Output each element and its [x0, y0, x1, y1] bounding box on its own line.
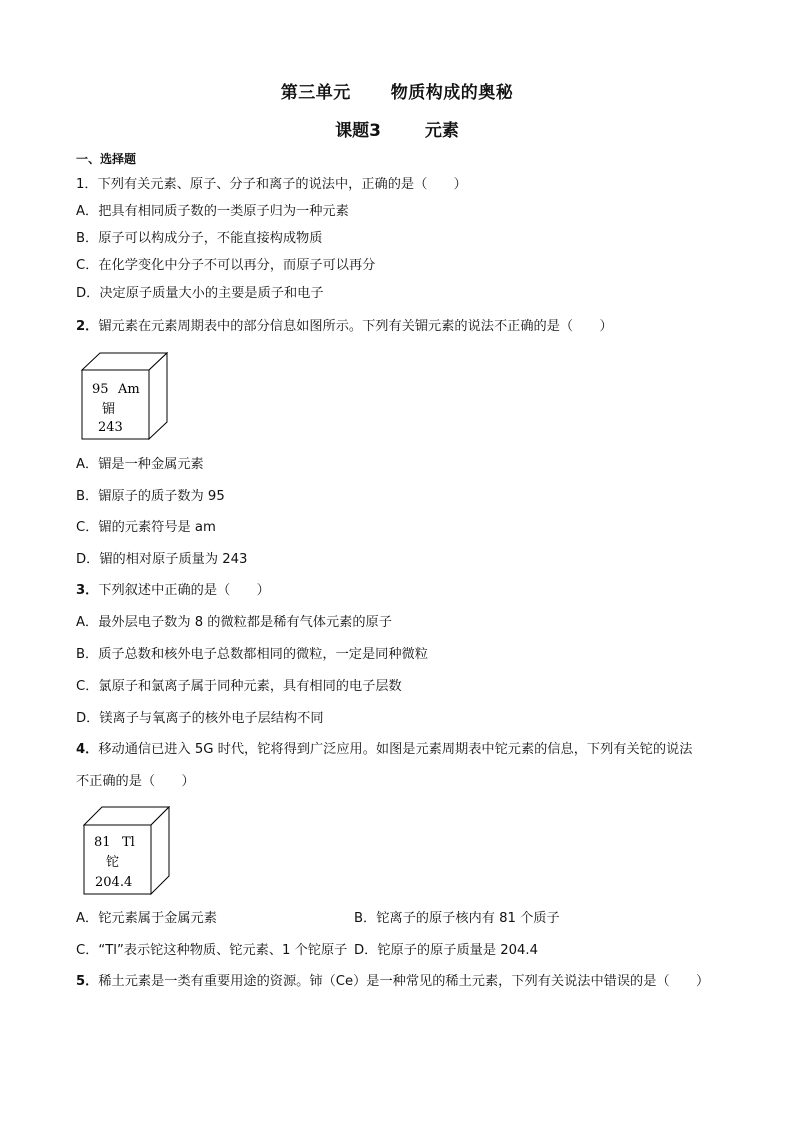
element-tile-cube [82, 806, 172, 896]
q1-option-c: C．在化学变化中分子不可以再分，而原子可以再分 [76, 258, 376, 273]
section-heading: 一、选择题 [76, 152, 137, 166]
q4-text: 移动通信已进入 5G 时代，铊将得到广泛应用。如图是元素周期表中铊元素的信息，下列有关铊的说法 [98, 742, 693, 757]
tile-symbol: Tl [122, 835, 135, 850]
q1-option-d: D．决定原子质量大小的主要是质子和电子 [76, 286, 324, 301]
q4-number: 4． [76, 742, 99, 757]
tile-atomic-mass: 243 [98, 420, 123, 435]
q2-option-a: A．镅是一种金属元素 [76, 457, 204, 472]
tile-element-name: 镅 [102, 402, 116, 417]
tile-atomic-mass: 204.4 [95, 875, 133, 890]
q4-option-d: D．铊原子的原子质量是 204.4 [354, 943, 538, 958]
tile-element-name: 铊 [106, 855, 120, 870]
tile-atomic-number: 81 [94, 835, 111, 850]
q2-stem [76, 318, 613, 336]
unit-name: 物质构成的奥秘 [390, 83, 514, 103]
q1-option-a: A．把具有相同质子数的一类原子归为一种元素 [76, 204, 349, 219]
q2-text: 镅元素在元素周期表中的部分信息如图所示。下列有关镅元素的说法不正确的是（ ） [98, 319, 613, 334]
lesson-name: 元素 [424, 121, 459, 141]
q1-option-b: B．原子可以构成分子，不能直接构成物质 [76, 231, 323, 246]
q5-text: 稀土元素是一类有重要用途的资源。铈（Ce）是一种常见的稀土元素，下列有关说法中错误的是（ ） [98, 974, 710, 989]
element-tile-cube [80, 352, 170, 440]
americium-element-tile [80, 352, 170, 444]
q3-option-a: A．最外层电子数为 8 的微粒都是稀有气体元素的原子 [76, 615, 392, 630]
q3-stem [76, 582, 270, 600]
q4-option-a: A．铊元素属于金属元素 [76, 911, 217, 926]
lesson-title [0, 116, 794, 141]
q5-stem [76, 973, 709, 991]
q2-option-c: C．镅的元素符号是 am [76, 520, 216, 535]
lesson-number: 课题3 [335, 121, 381, 141]
tile-atomic-number: 95 [92, 382, 109, 397]
q3-text: 下列叙述中正确的是（ ） [98, 583, 270, 598]
q1-stem: 1．下列有关元素、原子、分子和离子的说法中，正确的是（ ） [76, 177, 467, 192]
q4-stem-line1 [76, 741, 692, 759]
q3-option-b: B．质子总数和核外电子总数都相同的微粒，一定是同种微粒 [76, 647, 428, 662]
tile-symbol: Am [118, 382, 140, 397]
q2-option-d: D．镅的相对原子质量为 243 [76, 552, 248, 567]
unit-title [0, 78, 794, 103]
thallium-element-tile [82, 806, 172, 900]
q3-number: 3． [76, 583, 99, 598]
q4-option-c: C．“Tl”表示铊这种物质、铊元素、1 个铊原子 [76, 943, 348, 958]
q5-number: 5． [76, 974, 99, 989]
q3-option-d: D．镁离子与氧离子的核外电子层结构不同 [76, 711, 324, 726]
unit-number: 第三单元 [280, 83, 351, 103]
q3-option-c: C．氯原子和氯离子属于同种元素，具有相同的电子层数 [76, 679, 402, 694]
q2-option-b: B．镅原子的质子数为 95 [76, 489, 225, 504]
q4-option-b: B．铊离子的原子核内有 81 个质子 [354, 911, 560, 926]
q4-stem-line2: 不正确的是（ ） [76, 774, 195, 789]
q2-number: 2． [76, 319, 99, 334]
